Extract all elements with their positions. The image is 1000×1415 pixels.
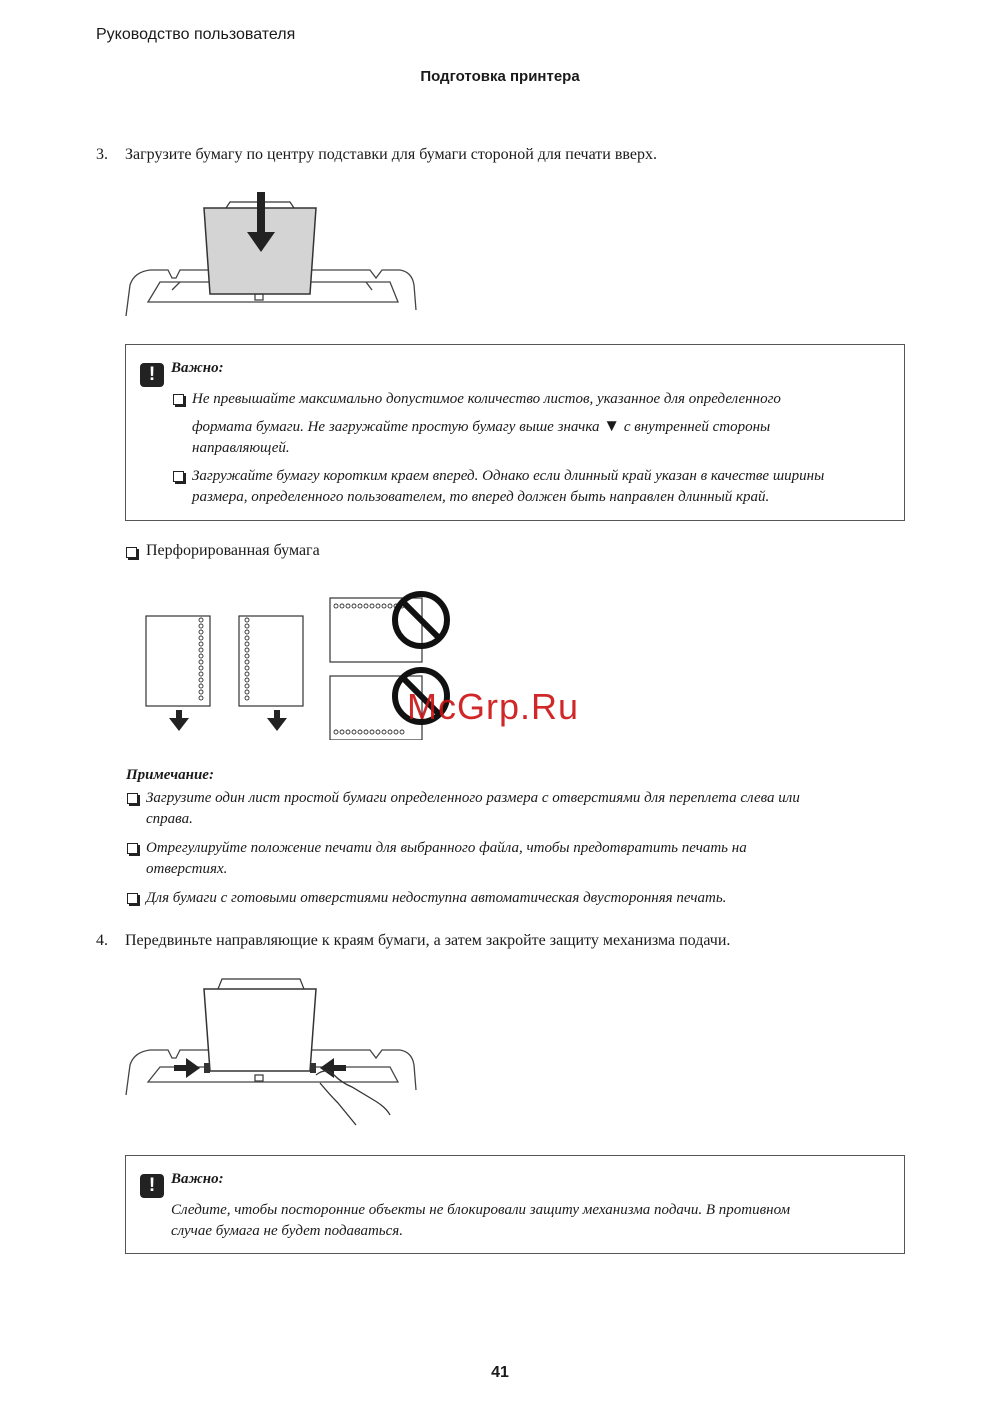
important-title: Важно: [171, 360, 224, 376]
note-item-3: Для бумаги с готовыми отверстиями недоступна автоматическая двусторонняя печать. [146, 890, 727, 906]
document-header: Руководство пользователя [96, 26, 296, 43]
hand-icon [316, 1071, 390, 1125]
arrow-left-icon [320, 1058, 346, 1078]
important-title: Важно: [171, 1171, 224, 1187]
checkbox-bullet-icon [127, 793, 138, 804]
note-item-2: Отрегулируйте положение печати для выбранного файла, чтобы предотвратить печать на отверстиях. [146, 840, 747, 877]
step-4 [96, 931, 896, 951]
checkbox-bullet-icon [173, 394, 184, 405]
step-3 [96, 145, 896, 165]
checkbox-bullet-icon [127, 893, 138, 904]
step-number: 3. [96, 146, 108, 163]
checkbox-bullet-icon [173, 471, 184, 482]
note-item-1: Загрузите один лист простой бумаги определенного размера с отверстиями для переплета слева или справа. [146, 790, 800, 827]
important-item-1: Не превышайте максимально допустимое количество листов, указанное для определенного формата бумаги. Не загружайте простую бумагу выше значка ▼ с внутренней стороны направляющей. [192, 391, 781, 456]
paper-sheet [204, 989, 316, 1071]
edge-guides-illustration [120, 975, 420, 1130]
step-text: Передвиньте направляющие к краям бумаги, а затем закройте защиту механизма подачи. [125, 932, 731, 949]
arrow-down-icon [267, 710, 287, 731]
paper-loading-illustration [120, 190, 420, 320]
step-number: 4. [96, 932, 108, 949]
section-title: Подготовка принтера [420, 68, 580, 85]
warning-icon: ! [140, 1174, 164, 1198]
arrow-right-icon [174, 1058, 200, 1078]
important-box [125, 344, 905, 521]
watermark: McGrp.Ru [407, 686, 580, 727]
step-text: Загрузите бумагу по центру подставки для бумаги стороной для печати вверх. [125, 146, 657, 163]
perforated-paper-label: Перфорированная бумага [146, 542, 320, 559]
checkbox-bullet-icon [126, 547, 137, 558]
checkbox-bullet-icon [127, 843, 138, 854]
paper-sheet [146, 616, 210, 706]
important-box [125, 1155, 905, 1254]
warning-icon: ! [140, 363, 164, 387]
arrow-down-icon [169, 710, 189, 731]
page-number: 41 [491, 1364, 509, 1381]
triangle-down-icon: ▼ [603, 416, 621, 435]
important-item-2: Загружайте бумагу коротким краем вперед. Однако если длинный край указан в качестве ширины размера, определенного пользователем, то вперед должен быть направлен длинный край. [192, 468, 825, 505]
note-title: Примечание: [126, 767, 214, 783]
important-text: Следите, чтобы посторонние объекты не блокировали защиту механизма подачи. В противном случае бумага не будет подаваться. [171, 1202, 791, 1239]
